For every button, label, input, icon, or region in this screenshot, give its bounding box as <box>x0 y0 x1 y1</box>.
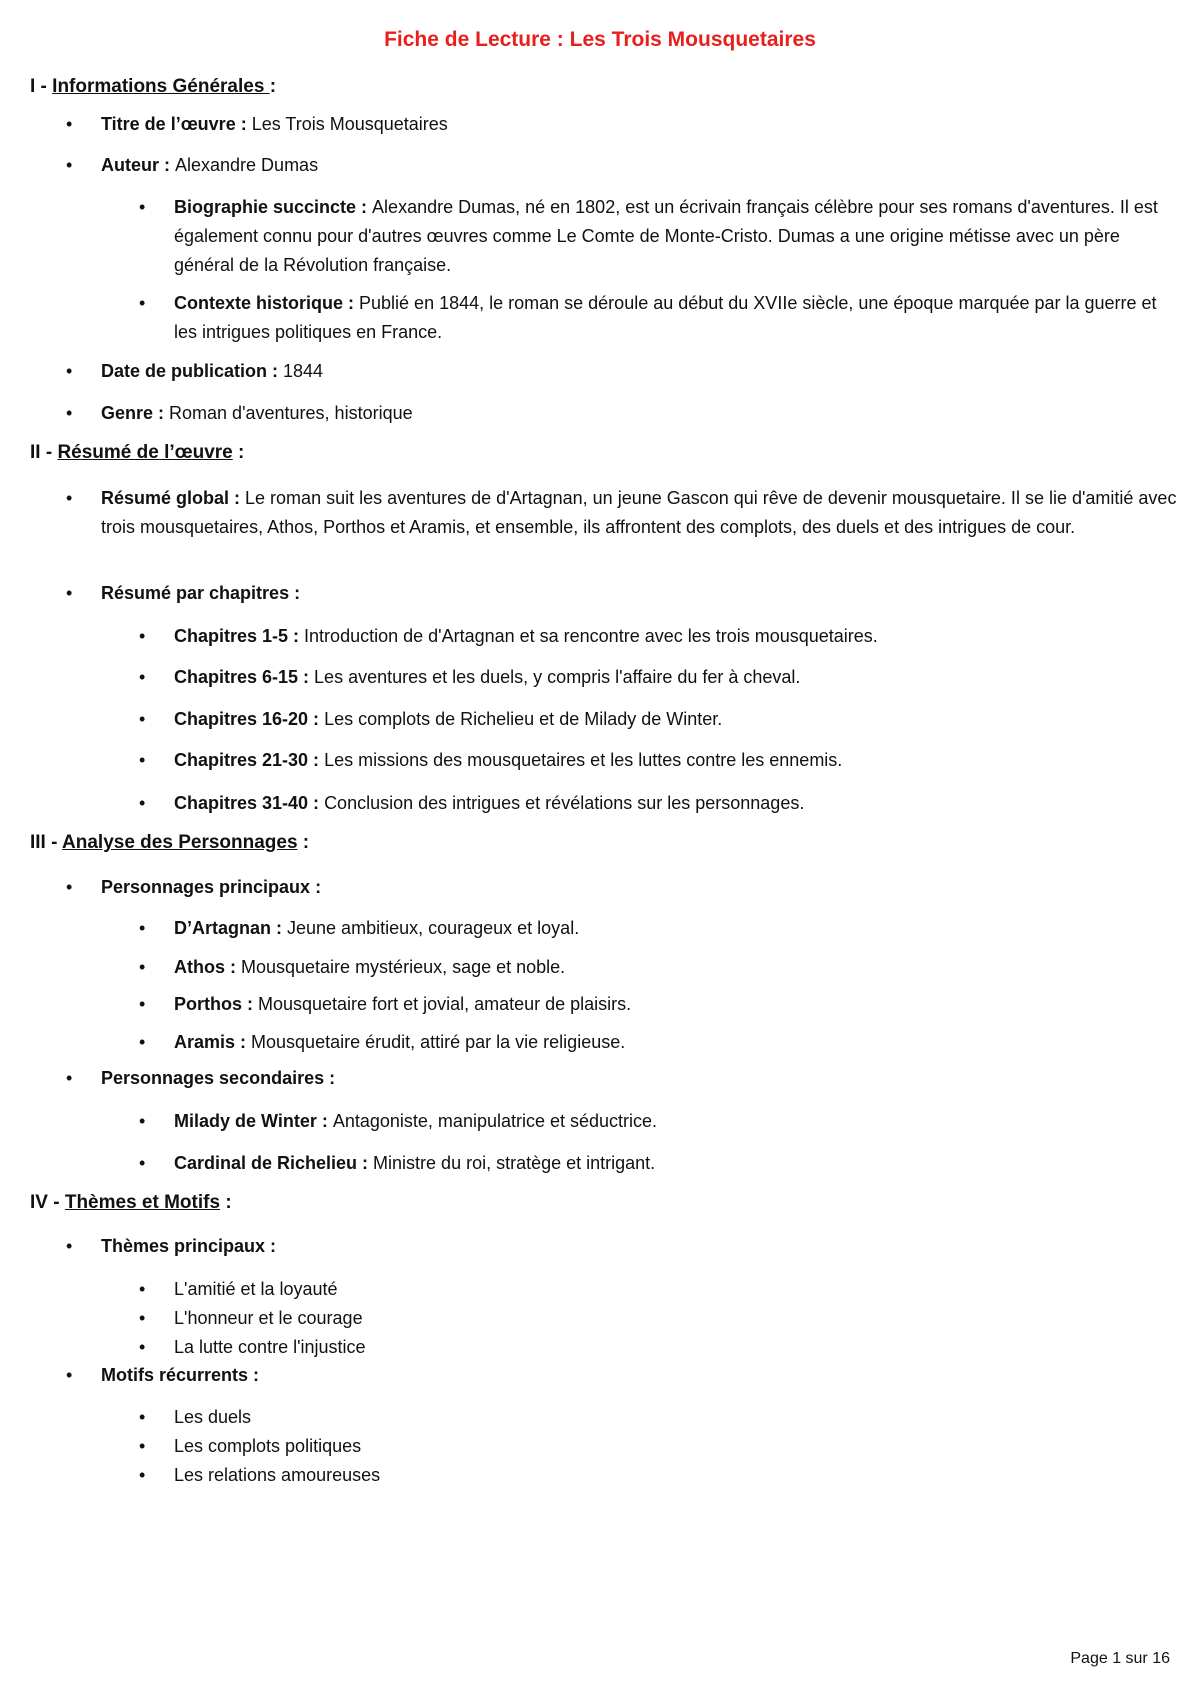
item-label: Chapitres 16-20 : <box>174 709 325 729</box>
bullet-icon: • <box>139 293 146 313</box>
bullet-icon: • <box>139 994 146 1014</box>
bullet-icon: • <box>139 1153 146 1173</box>
section-colon: : <box>269 76 277 97</box>
item-label: Chapitres 1-5 : <box>174 626 305 646</box>
item-label: Athos : <box>174 957 241 977</box>
info-genre <box>101 399 1181 428</box>
themes-principaux-label <box>101 1232 1181 1261</box>
chapitre-item <box>174 746 1174 775</box>
item-label: Chapitres 31-40 : <box>174 793 325 813</box>
section-heading-resume <box>30 442 244 464</box>
section-label: Résumé de l’œuvre <box>57 442 233 463</box>
motif-item: Les duels <box>174 1407 252 1427</box>
info-auteur <box>101 151 1181 180</box>
bullet-icon: • <box>66 583 73 603</box>
item-label: Titre de l’œuvre : <box>101 114 252 134</box>
item-label: Motifs récurrents : <box>101 1365 260 1385</box>
section-colon: : <box>220 1192 232 1213</box>
bullet-icon: • <box>66 114 73 134</box>
section-number: III - <box>30 832 63 853</box>
resume-par-chapitres <box>101 579 1181 608</box>
info-titre <box>101 110 1181 139</box>
motifs-label <box>101 1361 1181 1390</box>
section-label: Analyse des Personnages <box>62 832 298 853</box>
section-heading-themes <box>30 1192 232 1214</box>
bullet-icon: • <box>139 667 146 687</box>
theme-item: L'honneur et le courage <box>174 1308 363 1328</box>
section-heading-personnages <box>30 832 309 854</box>
bullet-icon: • <box>66 403 73 423</box>
bullet-icon: • <box>66 361 73 381</box>
item-label: Résumé par chapitres : <box>101 583 301 603</box>
bullet-icon: • <box>139 957 146 977</box>
item-text: Conclusion des intrigues et révélations sur les personnages. <box>324 793 805 813</box>
personnages-secondaires-label <box>101 1064 1181 1093</box>
section-label: Thèmes et Motifs <box>64 1192 221 1213</box>
item-text: Les aventures et les duels, y compris l'affaire du fer à cheval. <box>314 667 801 687</box>
bullet-icon: • <box>139 793 146 813</box>
item-text: Mousquetaire érudit, attiré par la vie religieuse. <box>251 1032 626 1052</box>
item-text: Mousquetaire mystérieux, sage et noble. <box>241 957 566 977</box>
item-text: Introduction de d'Artagnan et sa rencontre avec les trois mousquetaires. <box>304 626 878 646</box>
personnage-item <box>174 953 1174 982</box>
item-label: Cardinal de Richelieu : <box>174 1153 374 1173</box>
chapitre-item <box>174 705 1174 734</box>
page-number: Page 1 sur 16 <box>1070 1650 1170 1667</box>
item-text: Les complots de Richelieu et de Milady de Winter. <box>324 709 723 729</box>
resume-global <box>101 484 1181 542</box>
item-text: Roman d'aventures, historique <box>169 403 413 423</box>
bullet-icon: • <box>66 1236 73 1256</box>
bullet-icon: • <box>139 1337 146 1357</box>
chapitre-item <box>174 789 1174 818</box>
bullet-icon: • <box>66 488 73 508</box>
item-label: Aramis : <box>174 1032 252 1052</box>
personnage-item <box>174 914 1174 943</box>
personnage-item <box>174 990 1174 1019</box>
item-label: Milady de Winter : <box>174 1111 333 1131</box>
theme-item: La lutte contre l'injustice <box>174 1337 366 1357</box>
bullet-icon: • <box>139 1279 146 1299</box>
item-text: Le roman suit les aventures de d'Artagnan, un jeune Gascon qui rêve de devenir mousquetaire. Il se lie d'amitié avec trois mousquetaires, Athos, Porthos et Aramis, et ensemble, ils affrontent des complots, des duels et des intrigues de cour. <box>101 488 1177 537</box>
item-label: Porthos : <box>174 994 258 1014</box>
motif-item: Les relations amoureuses <box>174 1465 381 1485</box>
item-text: Antagoniste, manipulatrice et séductrice. <box>332 1111 658 1131</box>
item-label: Date de publication : <box>101 361 284 381</box>
item-label: Contexte historique : <box>174 293 360 313</box>
item-text: Alexandre Dumas <box>175 155 319 175</box>
info-date <box>101 357 1181 386</box>
item-label: Chapitres 6-15 : <box>174 667 315 687</box>
personnage-item <box>174 1107 1174 1136</box>
item-label: Auteur : <box>101 155 175 175</box>
chapitre-item <box>174 622 1174 651</box>
bullet-icon: • <box>66 155 73 175</box>
personnage-item <box>174 1149 1174 1178</box>
info-biographie <box>174 193 1174 280</box>
bullet-icon: • <box>66 1068 73 1088</box>
bullet-icon: • <box>139 1111 146 1131</box>
item-text: Jeune ambitieux, courageux et loyal. <box>287 918 580 938</box>
bullet-icon: • <box>139 1436 146 1456</box>
section-label: Informations Générales <box>52 76 270 97</box>
item-label: Personnages principaux : <box>101 877 322 897</box>
bullet-icon: • <box>139 918 146 938</box>
item-label: Personnages secondaires : <box>101 1068 336 1088</box>
item-text: Ministre du roi, stratège et intrigant. <box>373 1153 656 1173</box>
personnages-principaux-label <box>101 873 1181 902</box>
section-colon: : <box>297 832 310 853</box>
bullet-icon: • <box>66 877 73 897</box>
item-text: 1844 <box>283 361 324 381</box>
item-label: Résumé global : <box>101 488 246 508</box>
section-colon: : <box>232 442 245 463</box>
bullet-icon: • <box>139 197 146 217</box>
item-text: Mousquetaire fort et jovial, amateur de plaisirs. <box>258 994 632 1014</box>
item-text: Publié en 1844, le roman se déroule au début du XVIIe siècle, une époque marquée par la guerre et les intrigues politiques en France. <box>174 293 1157 342</box>
bullet-icon: • <box>139 1308 146 1328</box>
section-number: II - <box>30 442 58 463</box>
info-contexte <box>174 289 1174 347</box>
item-text: Alexandre Dumas, né en 1802, est un écrivain français célèbre pour ses romans d'aventures. Il est également connu pour d'autres œuvres comme Le Comte de Monte-Cristo. Dumas a une origine métisse avec un père général de la Révolution française. <box>174 197 1158 275</box>
item-label: D’Artagnan : <box>174 918 288 938</box>
bullet-icon: • <box>139 750 146 770</box>
bullet-icon: • <box>139 709 146 729</box>
bullet-icon: • <box>66 1365 73 1385</box>
section-number: I - <box>30 76 53 97</box>
item-label: Genre : <box>101 403 170 423</box>
item-label: Thèmes principaux : <box>101 1236 277 1256</box>
item-text: Les Trois Mousquetaires <box>251 114 448 134</box>
item-label: Biographie succincte : <box>174 197 373 217</box>
bullet-icon: • <box>139 1465 146 1485</box>
theme-item: L'amitié et la loyauté <box>174 1279 338 1299</box>
item-text: Les missions des mousquetaires et les luttes contre les ennemis. <box>324 750 843 770</box>
bullet-icon: • <box>139 1407 146 1427</box>
personnage-item <box>174 1028 1174 1057</box>
document-title: Fiche de Lecture : Les Trois Mousquetaires <box>384 28 816 51</box>
motif-item: Les complots politiques <box>174 1436 362 1456</box>
bullet-icon: • <box>139 626 146 646</box>
section-number: IV - <box>30 1192 65 1213</box>
bullet-icon: • <box>139 1032 146 1052</box>
item-label: Chapitres 21-30 : <box>174 750 325 770</box>
section-heading-informations <box>30 76 276 98</box>
chapitre-item <box>174 663 1174 692</box>
